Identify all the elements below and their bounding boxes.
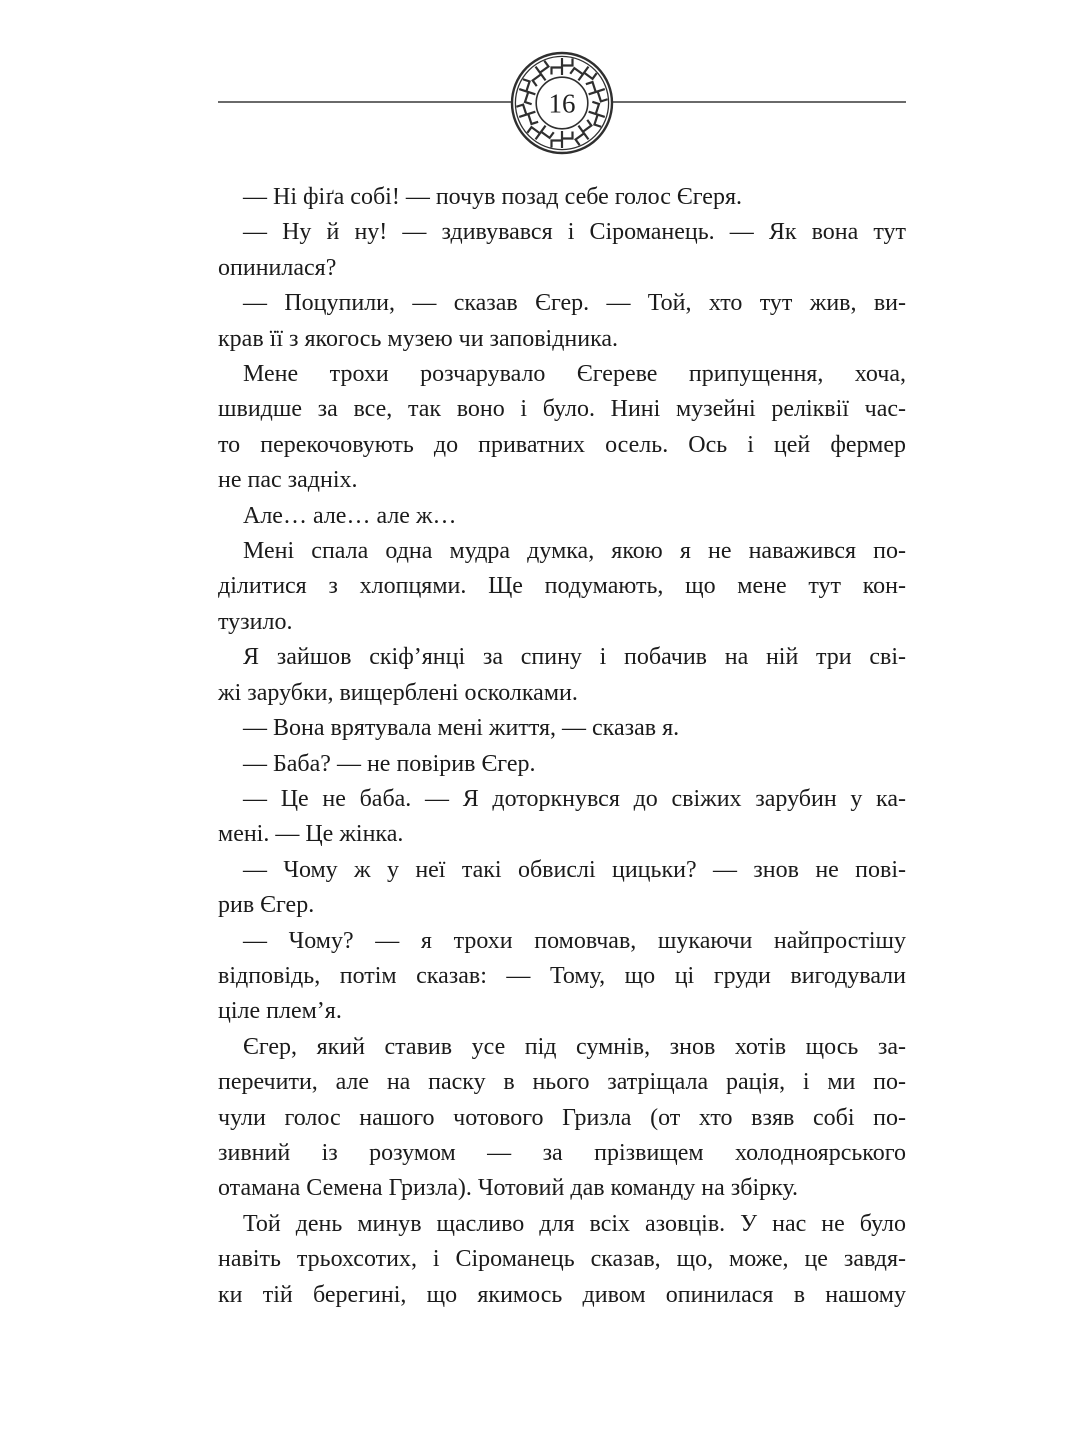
text-line: швидше за все, так воно і було. Нині музейні реліквії час- xyxy=(218,396,906,423)
paragraph xyxy=(218,180,906,215)
header-rule-left xyxy=(218,101,511,103)
text-line: — Це не баба. — Я доторкнувся до свіжих зарубин у ка- xyxy=(243,785,906,812)
paragraph xyxy=(218,747,906,782)
text-line: ціле плем’я. xyxy=(218,998,342,1025)
text-line: крав її з якогось музею чи заповідника. xyxy=(218,325,619,352)
text-line: Мене трохи розчарувало Єгереве припущення, хоча, xyxy=(243,361,906,388)
paragraph xyxy=(218,782,906,853)
text-line: Я зайшов скіф’янці за спину і побачив на ній три сві- xyxy=(243,644,906,671)
text-line: — Чому ж у неї такі обвислі цицьки? — знов не пові- xyxy=(243,856,906,883)
text-line: то перекочовують до приватних осель. Ось і цей фермер xyxy=(218,431,906,458)
text-line: мені. — Це жінка. xyxy=(218,821,404,848)
paragraph xyxy=(218,711,906,746)
paragraph xyxy=(218,640,906,711)
text-line: тузило. xyxy=(218,608,293,635)
text-line: — Ні фіґа собі! — почув позад себе голос Єгеря. xyxy=(243,184,742,210)
paragraph xyxy=(218,924,906,1030)
text-line: ділитися з хлопцями. Ще подумають, що мене тут кон- xyxy=(218,573,906,600)
text-line: Але… але… але ж… xyxy=(243,502,457,529)
text-line: ки тій берегині, що якимось дивом опинилася в нашому xyxy=(218,1281,906,1308)
text-line: — Баба? — не повірив Єгер. xyxy=(243,750,536,777)
text-line: — Поцупили, — сказав Єгер. — Той, хто тут жив, ви- xyxy=(243,290,906,317)
header-rule-right xyxy=(613,101,906,103)
text-line: навіть трьохсотих, і Сіроманець сказав, що, може, це завдя- xyxy=(218,1246,906,1273)
meander-ornament-icon xyxy=(510,51,614,155)
paragraph xyxy=(218,534,906,640)
paragraph xyxy=(218,357,906,499)
text-line: чули голос нашого чотового Гризла (от хто взяв собі по- xyxy=(218,1104,906,1131)
text-line: Мені спала одна мудра думка, якою я не наважився по- xyxy=(243,538,906,565)
text-line: жі зарубки, вищерблені осколками. xyxy=(218,679,578,706)
text-line: — Ну й ну! — здивувався і Сіроманець. — Як вона тут xyxy=(243,219,906,246)
paragraph xyxy=(218,1207,906,1313)
text-line: рив Єгер. xyxy=(218,892,315,919)
text-line: отамана Семена Гризла). Чотовий дав команду на збірку. xyxy=(218,1175,799,1202)
paragraph xyxy=(218,215,906,286)
paragraph xyxy=(218,853,906,924)
text-line: — Чому? — я трохи помовчав, шукаючи найпростішу xyxy=(243,927,906,954)
text-line: не пас задніх. xyxy=(218,467,358,494)
text-line: Єгер, який ставив усе під сумнів, знов хотів щось за- xyxy=(243,1033,906,1060)
text-line: перечити, але на паску в нього затріщала рація, і ми по- xyxy=(218,1069,906,1096)
text-line: опинилася? xyxy=(218,254,337,281)
text-line: відповідь, потім сказав: — Тому, що ці груди вигодували xyxy=(218,962,906,989)
page-number: 16 xyxy=(548,88,576,119)
text-line: зивний із розумом — за прізвищем холодноярського xyxy=(218,1139,906,1166)
paragraph xyxy=(218,1030,906,1207)
text-line: — Вона врятувала мені життя, — сказав я. xyxy=(243,715,680,742)
text-line: Той день минув щасливо для всіх азовців. У нас не було xyxy=(243,1210,906,1237)
paragraph xyxy=(218,499,906,534)
page-text xyxy=(218,180,906,1313)
paragraph xyxy=(218,286,906,357)
